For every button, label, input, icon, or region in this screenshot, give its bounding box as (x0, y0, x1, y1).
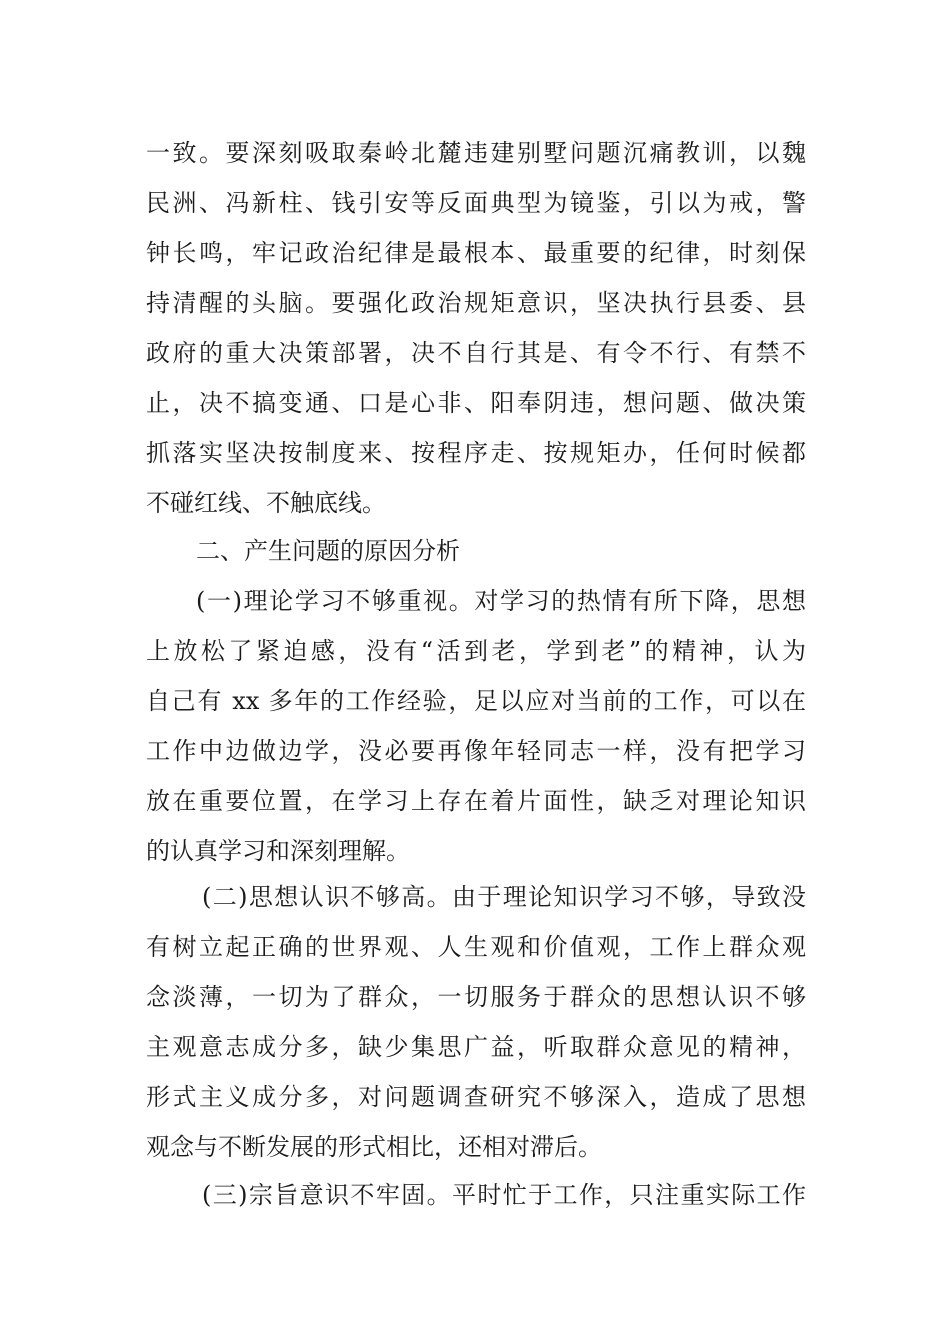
body-text-line: 有树立起正确的世界观、人生观和价值观，工作上群众观 (146, 933, 806, 961)
body-text-line: 主观意志成分多，缺少集思广益，听取群众意见的精神， (146, 1033, 806, 1061)
body-text-line: 观念与不断发展的形式相比，还相对滞后。 (146, 1133, 602, 1161)
body-text-line: 民洲、冯新柱、钱引安等反面典型为镜鉴，引以为戒，警 (146, 189, 806, 217)
body-text-line: 不碰红线、不触底线。 (146, 489, 386, 517)
body-text-line: 放在重要位置，在学习上存在着片面性，缺乏对理论知识 (146, 787, 806, 815)
body-text-line: 钟长鸣，牢记政治纪律是最根本、最重要的纪律，时刻保 (146, 239, 806, 267)
body-text-line: 自己有 xx 多年的工作经验，足以应对当前的工作，可以在 (146, 687, 806, 715)
body-text-line: 念淡薄，一切为了群众，一切服务于群众的思想认识不够 (146, 983, 806, 1011)
paragraph-first-line: (三)宗旨意识不牢固。平时忙于工作，只注重实际工作 (202, 1181, 806, 1209)
body-text-line: 持清醒的头脑。要强化政治规矩意识，坚决执行县委、县 (146, 289, 806, 317)
paragraph-first-line: (二)思想认识不够高。由于理论知识学习不够，导致没 (202, 883, 806, 911)
body-text-line: 一致。要深刻吸取秦岭北麓违建别墅问题沉痛教训，以魏 (146, 139, 806, 167)
body-text-line: 工作中边做边学，没必要再像年轻同志一样，没有把学习 (146, 737, 806, 765)
body-text-line: 抓落实坚决按制度来、按程序走、按规矩办，任何时候都 (146, 439, 806, 467)
body-text-line: 政府的重大决策部署，决不自行其是、有令不行、有禁不 (146, 339, 806, 367)
paragraph-first-line: (一)理论学习不够重视。对学习的热情有所下降，思想 (196, 587, 806, 615)
body-text-line: 的认真学习和深刻理解。 (146, 837, 410, 865)
body-text-line: 止，决不搞变通、口是心非、阳奉阴违，想问题、做决策 (146, 389, 806, 417)
section-heading: 二、产生问题的原因分析 (196, 537, 460, 565)
body-text-line: 上放松了紧迫感，没有“活到老，学到老”的精神，认为 (146, 637, 806, 665)
body-text-line: 形式主义成分多，对问题调查研究不够深入，造成了思想 (146, 1083, 806, 1111)
